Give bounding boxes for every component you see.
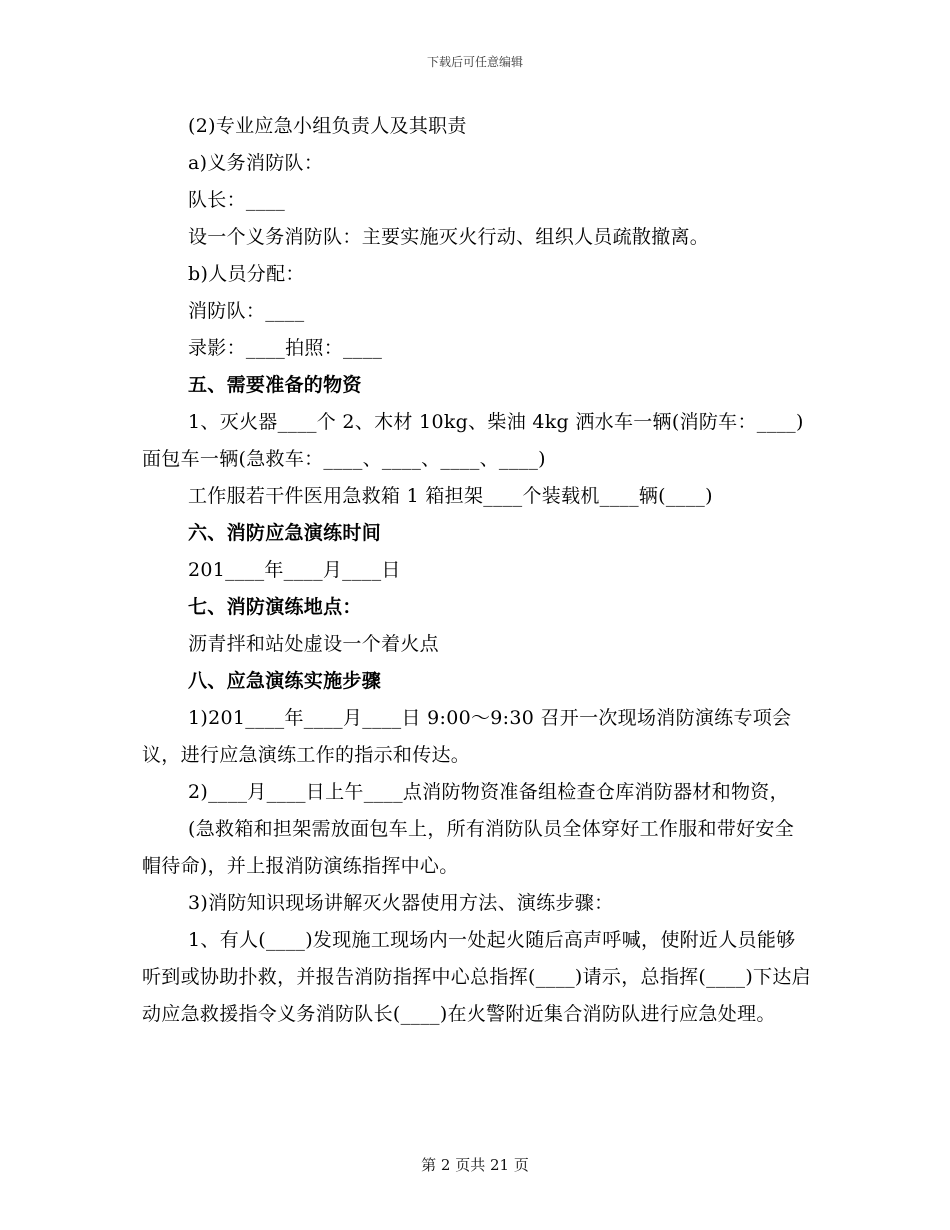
line-staff-allocation: b)人员分配： (188, 263, 305, 285)
line-drill-date: 201____年____月____日 (188, 559, 401, 581)
line-group-leaders: (2)专业应急小组负责人及其职责 (188, 115, 467, 137)
line-step-2-note: (急救箱和担架需放面包车上，所有消防队员全体穿好工作服和带好安全帽待命)，并上报消防演练指挥中心。 (142, 818, 795, 877)
line-captain: 队长：____ (188, 189, 286, 211)
line-step-2: 2)____月____日上午____点消防物资准备组检查仓库消防器材和物资， (188, 781, 789, 803)
line-drill-location: 沥青拌和站处虚设一个着火点 (188, 633, 439, 655)
heading-drill-time: 六、消防应急演练时间 (188, 522, 382, 544)
line-video-photo: 录影：____拍照：____ (188, 337, 383, 359)
line-equipment: 工作服若干件医用急救箱 1 箱担架____个装载机____辆(____) (188, 485, 713, 507)
line-team-duty: 设一个义务消防队：主要实施灭火行动、组织人员疏散撤离。 (188, 226, 710, 248)
document-body (142, 108, 812, 1033)
page-footer: 第 2 页共 21 页 (421, 1156, 529, 1174)
line-step-3: 3)消防知识现场讲解灭火器使用方法、演练步骤： (188, 892, 614, 914)
line-step-3-detail: 1、有人(____)发现施工现场内一处起火随后高声呼喊，使附近人员能够听到或协助扑救，并报告消防指挥中心总指挥(____)请示，总指挥(____)下达启动应急救援指令义务消防队长(____)在火警附近集合消防队进行应急处理。 (142, 929, 811, 1025)
heading-drill-steps: 八、应急演练实施步骤 (188, 670, 382, 692)
page-header: 下载后可任意编辑 (426, 55, 523, 69)
heading-materials: 五、需要准备的物资 (188, 374, 362, 396)
line-fire-team: 消防队：____ (188, 300, 305, 322)
line-materials-list: 1、灭火器____个 2、木材 10kg、柴油 4kg 洒水车一辆(消防车：____)面包车一辆(急救车：____、____、____、____) (142, 411, 804, 470)
line-step-1: 1)201____年____月____日 9:00～9:30 召开一次现场消防演练专项会议，进行应急演练工作的指示和传达。 (142, 707, 792, 766)
heading-drill-location: 七、消防演练地点： (188, 596, 362, 618)
line-volunteer-team: a)义务消防队： (188, 152, 324, 174)
